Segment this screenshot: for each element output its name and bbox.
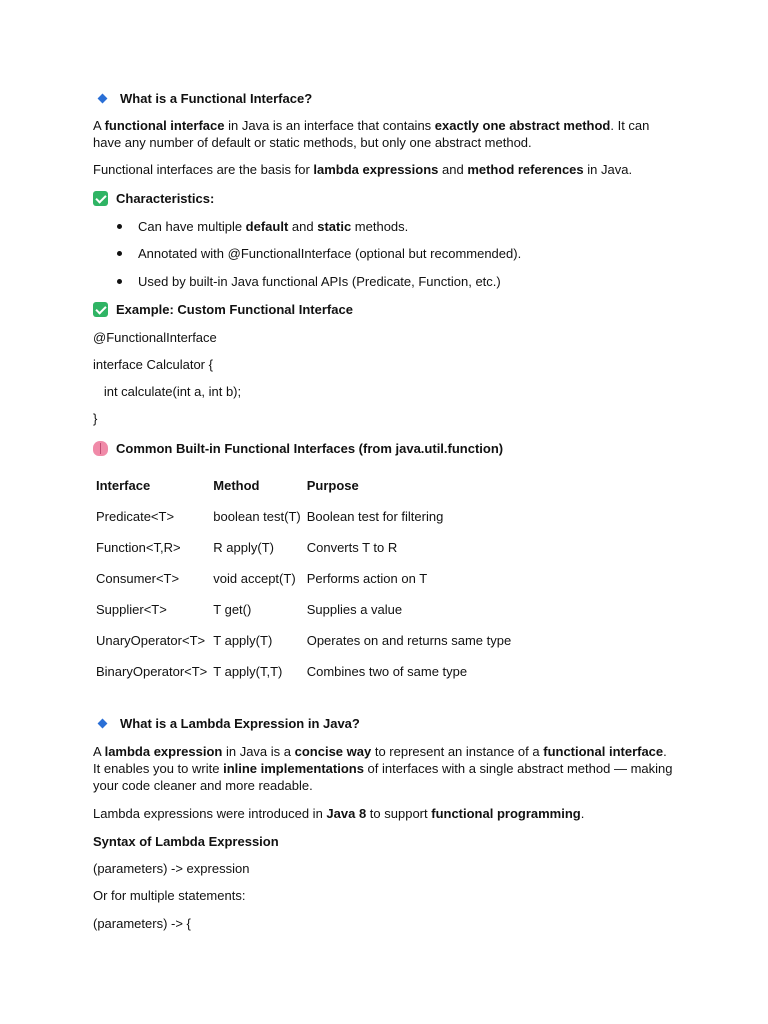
table-cell: R apply(T) bbox=[213, 540, 274, 555]
small-blue-diamond-icon bbox=[98, 719, 108, 729]
characteristics-bullet: Used by built-in Java functional APIs (Predicate, Function, etc.) bbox=[118, 273, 501, 290]
lambda-introduced-text: Lambda expressions were introduced in Java 8 to support functional programming. bbox=[93, 806, 585, 821]
builtin-interfaces-table bbox=[93, 470, 514, 687]
table-cell: T apply(T,T) bbox=[213, 664, 283, 679]
syntax-line: (parameters) -> { bbox=[93, 916, 191, 931]
table-row bbox=[93, 594, 514, 625]
table-cell: Performs action on T bbox=[306, 571, 428, 586]
table-cell: Combines two of same type bbox=[306, 664, 468, 679]
table-row bbox=[93, 501, 514, 532]
green-check-mark-icon bbox=[93, 191, 108, 206]
table-cell: Supplier<T> bbox=[96, 602, 167, 617]
table-cell: Boolean test for filtering bbox=[306, 509, 444, 524]
characteristics-bullet: Can have multiple default and static methods. bbox=[118, 218, 408, 235]
builtin-interfaces-heading: Common Built-in Functional Interfaces (from java.util.function) bbox=[93, 440, 673, 457]
column-header: Purpose bbox=[306, 478, 359, 493]
code-line: int calculate(int a, int b); bbox=[93, 384, 242, 399]
characteristics-bullet: Annotated with @FunctionalInterface (optional but recommended). bbox=[118, 245, 521, 262]
table-cell: T get() bbox=[213, 602, 252, 617]
column-header: Interface bbox=[96, 478, 151, 493]
table-cell: BinaryOperator<T> bbox=[96, 664, 208, 679]
table-cell: Consumer<T> bbox=[96, 571, 180, 586]
table-cell: Function<T,R> bbox=[96, 540, 181, 555]
table-row bbox=[93, 656, 514, 687]
table-cell: Converts T to R bbox=[306, 540, 398, 555]
code-line: } bbox=[93, 411, 98, 426]
lambda-expression-heading: What is a Lambda Expression in Java? bbox=[93, 715, 673, 732]
table-row bbox=[93, 563, 514, 594]
functional-interface-heading: What is a Functional Interface? bbox=[93, 90, 673, 107]
lambda-syntax-heading: Syntax of Lambda Expression bbox=[93, 834, 279, 849]
functional-interface-definition: A functional interface in Java is an interface that contains exactly one abstract method. It can have any number of default or static methods, but only one abstract method. bbox=[93, 118, 650, 150]
table-cell: boolean test(T) bbox=[213, 509, 301, 524]
table-cell: T apply(T) bbox=[213, 633, 273, 648]
code-line: interface Calculator { bbox=[93, 357, 213, 372]
syntax-note: Or for multiple statements: bbox=[93, 888, 246, 903]
table-cell: void accept(T) bbox=[213, 571, 296, 586]
lambda-expression-definition: A lambda expression in Java is a concise way to represent an instance of a functional interface. It enables you to write inline implementations of interfaces with a single abstract method — making your code cleaner and more readable. bbox=[93, 744, 673, 793]
table-cell: Operates on and returns same type bbox=[306, 633, 512, 648]
table-cell: Supplies a value bbox=[306, 602, 403, 617]
functional-interface-basis: Functional interfaces are the basis for lambda expressions and method references in Java. bbox=[93, 162, 633, 177]
table-cell: Predicate<T> bbox=[96, 509, 175, 524]
brain-icon bbox=[93, 441, 108, 456]
table-cell: UnaryOperator<T> bbox=[96, 633, 206, 648]
table-row bbox=[93, 625, 514, 656]
code-line: @FunctionalInterface bbox=[93, 330, 217, 345]
example-heading: Example: Custom Functional Interface bbox=[93, 301, 673, 318]
characteristics-heading: Characteristics: bbox=[93, 190, 673, 207]
table-header-row bbox=[93, 470, 514, 501]
small-blue-diamond-icon bbox=[98, 94, 108, 104]
green-check-mark-icon bbox=[93, 302, 108, 317]
table-row bbox=[93, 532, 514, 563]
syntax-line: (parameters) -> expression bbox=[93, 861, 250, 876]
column-header: Method bbox=[213, 478, 260, 493]
